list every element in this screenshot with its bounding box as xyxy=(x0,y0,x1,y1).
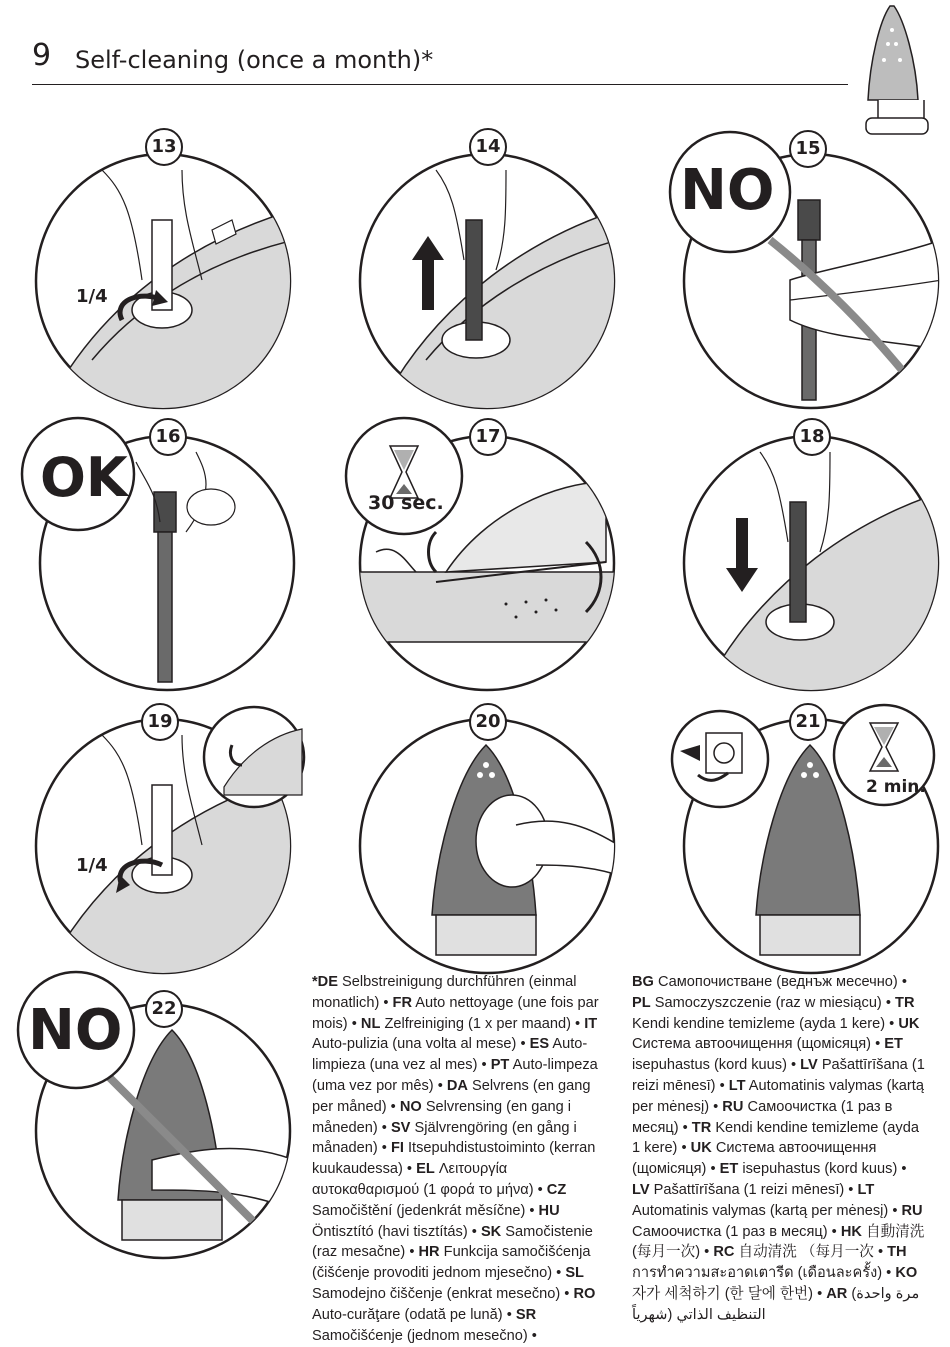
translation-de: *DE Selbstreinigung durchführen (einmal monatlich) • xyxy=(312,974,577,1011)
translation-et-2: ET isepuhastus (kord kuus) • xyxy=(719,1161,907,1178)
step-number: 14 xyxy=(469,128,507,166)
step-number: 20 xyxy=(469,703,507,741)
step-20 xyxy=(356,711,618,977)
step-16 xyxy=(36,426,298,694)
step-17-illustration xyxy=(356,432,618,694)
translation-sv: SV Självrengöring (en gång i månaden) • xyxy=(312,1119,577,1157)
translation-da: DA Selvrens (en gang per måned) • xyxy=(312,1077,591,1115)
step-number: 15 xyxy=(789,130,827,168)
step-20-illustration xyxy=(356,715,618,977)
page-header xyxy=(32,34,848,85)
step-number: 17 xyxy=(469,418,507,456)
step-number: 22 xyxy=(145,990,183,1028)
translation-tr-2: TR Kendi kendine temizleme (ayda 1 kere) • xyxy=(632,1119,919,1157)
translation-fi: FI Itsepuhdistustoiminto (kerran kuukaudessa) • xyxy=(312,1140,596,1178)
step-18-illustration xyxy=(680,432,942,694)
translation-cz: CZ Samočištění (jedenkrát měsíčne) • xyxy=(312,1181,567,1219)
translation-el: EL Λειτουργία αυτοκαθαρισμού (1 φορά το μήνα) • xyxy=(312,1161,543,1198)
translation-th: TH การทำความสะอาดเตารีด (เดือนละครั้ง) • xyxy=(632,1244,907,1282)
step-number: 21 xyxy=(789,703,827,741)
step-19 xyxy=(32,711,294,977)
translation-ru: RU Самоочистка (1 раз в месяц) • xyxy=(632,1098,893,1136)
step-number: 13 xyxy=(145,128,183,166)
step-number: 16 xyxy=(149,418,187,456)
translation-sl: SL Samodejno čiščenje (enkrat mesečno) • xyxy=(312,1265,584,1302)
translation-lv: LV Pašattīrīšana (1 reizi mēnesī) • xyxy=(632,1057,925,1094)
translation-pt: PT Auto-limpeza (uma vez por mês) • xyxy=(312,1057,598,1094)
rotation-label: 1/4 xyxy=(76,855,108,876)
translations-left xyxy=(312,972,608,1346)
translation-ru-2: RU Самоочистка (1 раз в месяц) • xyxy=(632,1202,923,1240)
step-22 xyxy=(28,998,294,1262)
timer-label: 2 min. xyxy=(866,777,926,797)
step-15 xyxy=(680,138,942,412)
translation-lv-2: LV Pašattīrīšana (1 reizi mēnesī) • xyxy=(632,1181,854,1198)
translation-fr: FR Auto nettoyage (une fois par mois) • xyxy=(312,994,599,1032)
translation-bg: BG Самопочистване (веднъж месечно) • xyxy=(632,974,907,990)
translation-tr: TR Kendi kendine temizleme (ayda 1 kere) • xyxy=(632,994,915,1032)
translation-hr: HR Funkcija samočišćenja (čišćenje provoditi jednom mjesečno) • xyxy=(312,1244,591,1282)
translation-et: ET isepuhastus (kord kuus) • xyxy=(632,1036,903,1074)
step-17 xyxy=(356,426,618,694)
step-13 xyxy=(32,136,294,412)
translation-sr: SR Samočišćenje (jednom mesečno) • xyxy=(312,1306,537,1344)
step-21 xyxy=(680,711,942,977)
page-title: Self-cleaning (once a month)* xyxy=(75,46,434,74)
step-13-illustration xyxy=(32,150,294,412)
rotation-label: 1/4 xyxy=(76,286,108,307)
step-number: 18 xyxy=(793,418,831,456)
translation-lt-2: LT Automatinis valymas (kartą per mėnesį) • xyxy=(632,1181,898,1219)
translation-no: NO Selvrensing (en gang i måneden) • xyxy=(312,1098,572,1136)
translation-uk-2: UK Система автоочищення (щомісяця) • xyxy=(632,1140,877,1178)
step-21-illustration xyxy=(680,715,942,977)
page-number: 9 xyxy=(32,38,52,73)
translation-es: ES Auto-limpieza (una vez al mes) • xyxy=(312,1036,588,1074)
translations-right xyxy=(632,972,928,1326)
timer-label: 30 sec. xyxy=(368,492,444,514)
translation-hu: HU Öntisztító (havi tisztítás) • xyxy=(312,1202,560,1240)
translation-it: IT Auto-pulizia (una volta al mese) • xyxy=(312,1015,598,1053)
ok-badge: OK xyxy=(40,446,128,509)
step-18 xyxy=(680,426,942,694)
translation-uk: UK Система автоочищення (щомісяця) • xyxy=(632,1015,920,1053)
step-19-illustration xyxy=(32,715,294,977)
translation-lt: LT Automatinis valymas (kartą per mėnesį) • xyxy=(632,1077,924,1115)
forbidden-badge: NO xyxy=(28,998,123,1063)
translation-ro: RO Auto-curăţare (odată pe lună) • xyxy=(312,1285,596,1323)
translation-rc: RC 自动清洗 （每月一次 • xyxy=(713,1244,884,1261)
forbidden-badge: NO xyxy=(680,158,775,223)
step-number: 19 xyxy=(141,703,179,741)
step-14 xyxy=(356,136,618,412)
translation-ko: KO 자가 세척하기 (한 달에 한번) • xyxy=(632,1265,918,1302)
iron-thumbnail xyxy=(858,0,950,140)
translation-nl: NL Zelfreiniging (1 x per maand) • xyxy=(360,1015,581,1032)
step-14-illustration xyxy=(356,150,618,412)
translation-ar: AR (مرة واحدة شهرياً) التنظيف الذاتي xyxy=(632,1285,920,1323)
translation-hk: HK 自動清洗 (每月一次) • xyxy=(632,1223,925,1261)
translation-sk: SK Samočistenie (raz mesačne) • xyxy=(312,1223,593,1261)
translation-pl: PL Samoczyszczenie (raz w miesiącu) • xyxy=(632,994,891,1011)
